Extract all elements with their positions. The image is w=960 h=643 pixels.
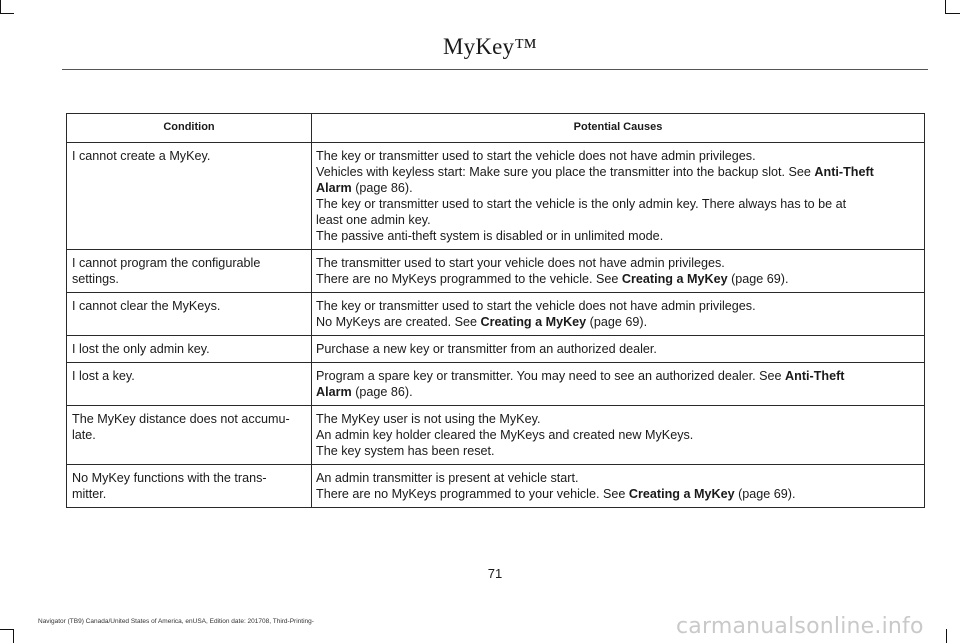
cause-text: The key system has been reset. bbox=[316, 444, 495, 458]
condition-text: I cannot program the configurable bbox=[72, 256, 261, 270]
cause-text: The key or transmitter used to start the vehicle is the only admin key. There always has to be at bbox=[316, 197, 847, 211]
cross-reference-link[interactable]: Alarm bbox=[316, 181, 352, 195]
page-reference: (page 69). bbox=[586, 315, 648, 329]
cause-line bbox=[316, 164, 922, 180]
cause-line bbox=[316, 486, 922, 502]
cause-line bbox=[316, 212, 922, 228]
crop-mark bbox=[946, 13, 960, 14]
cause-text: Program a spare key or transmitter. You may need to see an authorized dealer. See bbox=[316, 369, 786, 383]
cross-reference-link[interactable]: Alarm bbox=[316, 385, 352, 399]
cause-line bbox=[316, 228, 922, 244]
crop-mark bbox=[13, 629, 14, 643]
cause-line bbox=[316, 341, 922, 357]
cause-text: The passive anti-theft system is disabled or in unlimited mode. bbox=[316, 229, 664, 243]
potential-causes-cell bbox=[312, 250, 925, 293]
page-reference: (page 69). bbox=[734, 487, 796, 501]
cause-line bbox=[316, 314, 922, 330]
cross-reference-link[interactable]: Creating a MyKey bbox=[628, 487, 735, 501]
column-header-condition: Condition bbox=[67, 114, 312, 143]
edition-footer: Navigator (TB9) Canada/United States of America, enUSA, Edition date: 201708, Third-Printing- bbox=[38, 618, 314, 625]
table-row bbox=[67, 336, 925, 363]
potential-causes-cell bbox=[312, 406, 925, 465]
cause-line bbox=[316, 427, 922, 443]
cross-reference-link[interactable]: Creating a MyKey bbox=[480, 315, 587, 329]
cross-reference-link[interactable]: Anti-Theft bbox=[814, 165, 874, 179]
condition-text: I lost the only admin key. bbox=[72, 342, 210, 356]
condition-text: I lost a key. bbox=[72, 369, 135, 383]
page-reference: (page 69). bbox=[727, 272, 789, 286]
cause-text: Purchase a new key or transmitter from an authorized dealer. bbox=[316, 342, 657, 356]
condition-cell bbox=[67, 293, 312, 336]
potential-causes-cell bbox=[312, 465, 925, 508]
table-row bbox=[67, 363, 925, 406]
table-row bbox=[67, 250, 925, 293]
potential-causes-cell bbox=[312, 143, 925, 250]
crop-mark bbox=[945, 0, 946, 14]
cross-reference-link[interactable]: Creating a MyKey bbox=[621, 272, 728, 286]
potential-causes-cell bbox=[312, 336, 925, 363]
condition-cell bbox=[67, 336, 312, 363]
condition-cell bbox=[67, 465, 312, 508]
crop-mark bbox=[946, 629, 947, 643]
crop-mark bbox=[0, 629, 14, 630]
crop-mark bbox=[0, 0, 1, 14]
page-number: 71 bbox=[487, 566, 503, 581]
cause-text: The key or transmitter used to start the vehicle does not have admin privileges. bbox=[316, 149, 756, 163]
cause-line bbox=[316, 411, 922, 427]
title-divider bbox=[62, 69, 928, 70]
cause-line bbox=[316, 298, 922, 314]
cause-text: The MyKey user is not using the MyKey. bbox=[316, 412, 541, 426]
table-header-row bbox=[67, 114, 925, 143]
crop-mark bbox=[0, 13, 14, 14]
cause-text: The key or transmitter used to start the vehicle does not have admin privileges. bbox=[316, 299, 756, 313]
table-row bbox=[67, 143, 925, 250]
column-header-potential-causes: Potential Causes bbox=[312, 114, 925, 143]
potential-causes-cell bbox=[312, 363, 925, 406]
condition-cell bbox=[67, 250, 312, 293]
cause-text: An admin transmitter is present at vehicle start. bbox=[316, 471, 579, 485]
cause-text: least one admin key. bbox=[316, 213, 431, 227]
page-reference: (page 86). bbox=[351, 385, 413, 399]
cause-line bbox=[316, 148, 922, 164]
cause-line bbox=[316, 443, 922, 459]
cause-text: Vehicles with keyless start: Make sure you place the transmitter into the backup slot. See bbox=[316, 165, 815, 179]
condition-text: No MyKey functions with the trans- bbox=[72, 471, 267, 485]
cause-line bbox=[316, 368, 922, 384]
table-row bbox=[67, 406, 925, 465]
cause-line bbox=[316, 271, 922, 287]
cause-line bbox=[316, 196, 922, 212]
cause-line bbox=[316, 470, 922, 486]
condition-cell bbox=[67, 143, 312, 250]
condition-text: late. bbox=[72, 428, 96, 442]
cause-line bbox=[316, 180, 922, 196]
table-row bbox=[67, 465, 925, 508]
cross-reference-link[interactable]: Anti-Theft bbox=[785, 369, 845, 383]
table-row bbox=[67, 293, 925, 336]
potential-causes-cell bbox=[312, 293, 925, 336]
condition-text: I cannot clear the MyKeys. bbox=[72, 299, 221, 313]
cause-line bbox=[316, 384, 922, 400]
watermark: carmanualsonline.info bbox=[676, 614, 924, 639]
cause-text: There are no MyKeys programmed to your vehicle. See bbox=[316, 487, 629, 501]
page-title: MyKey™ bbox=[442, 34, 537, 59]
cause-text: There are no MyKeys programmed to the vehicle. See bbox=[316, 272, 622, 286]
page-reference: (page 86). bbox=[351, 181, 413, 195]
condition-cell bbox=[67, 363, 312, 406]
condition-text: The MyKey distance does not accumu- bbox=[72, 412, 290, 426]
table-body bbox=[67, 143, 925, 508]
condition-cell bbox=[67, 406, 312, 465]
cause-text: The transmitter used to start your vehicle does not have admin privileges. bbox=[316, 256, 725, 270]
cause-text: An admin key holder cleared the MyKeys and created new MyKeys. bbox=[316, 428, 694, 442]
cause-line bbox=[316, 255, 922, 271]
condition-text: settings. bbox=[72, 272, 119, 286]
troubleshooting-table bbox=[66, 113, 925, 508]
cause-text: No MyKeys are created. See bbox=[316, 315, 481, 329]
condition-text: I cannot create a MyKey. bbox=[72, 149, 211, 163]
condition-text: mitter. bbox=[72, 487, 107, 501]
